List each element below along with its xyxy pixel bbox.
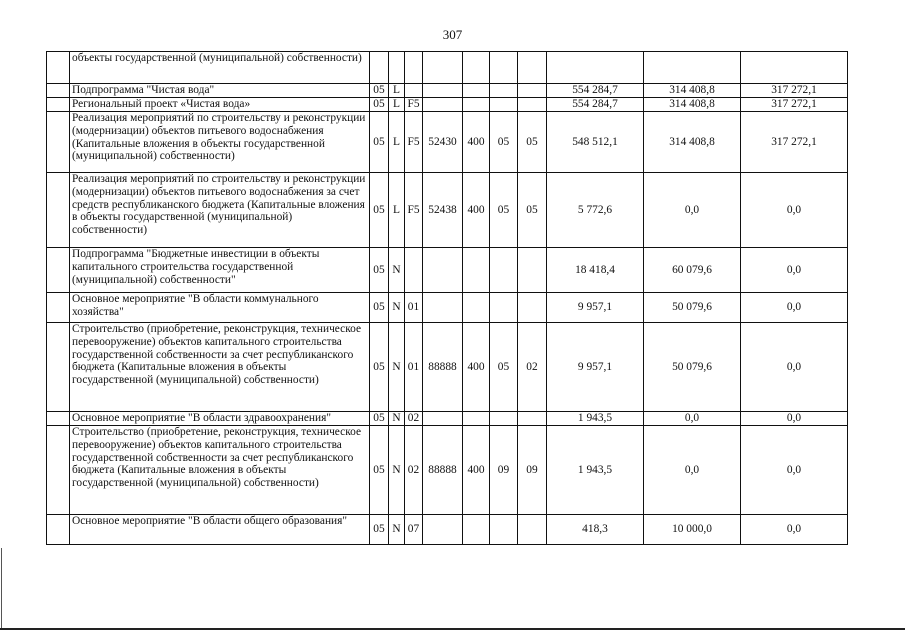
code-5 [463, 293, 490, 323]
value-2: 0,0 [644, 426, 741, 515]
code-1: 05 [370, 293, 389, 323]
value-1: 554 284,7 [547, 84, 644, 98]
value-1: 418,3 [547, 515, 644, 545]
value-1: 18 418,4 [547, 248, 644, 293]
code-5 [463, 515, 490, 545]
table-row [47, 173, 848, 248]
table-row [47, 293, 848, 323]
code-4: 88888 [423, 323, 463, 412]
code-5: 400 [463, 112, 490, 173]
code-2: N [389, 515, 405, 545]
spacer-cell [47, 84, 70, 98]
code-5 [463, 248, 490, 293]
code-4 [423, 412, 463, 426]
value-1: 9 957,1 [547, 293, 644, 323]
code-3 [405, 84, 423, 98]
code-4 [423, 293, 463, 323]
code-4 [423, 515, 463, 545]
value-2: 10 000,0 [644, 515, 741, 545]
code-4: 52438 [423, 173, 463, 248]
scan-edge-mark [1, 548, 2, 628]
code-3: 01 [405, 323, 423, 412]
table-row [47, 248, 848, 293]
code-7 [518, 52, 547, 84]
value-1: 1 943,5 [547, 412, 644, 426]
code-4 [423, 52, 463, 84]
value-1: 9 957,1 [547, 323, 644, 412]
spacer-cell [47, 426, 70, 515]
code-6: 05 [490, 173, 518, 248]
value-2: 314 408,8 [644, 98, 741, 112]
value-3: 0,0 [741, 412, 848, 426]
spacer-cell [47, 52, 70, 84]
code-2: N [389, 412, 405, 426]
value-3: 317 272,1 [741, 112, 848, 173]
code-3: 01 [405, 293, 423, 323]
spacer-cell [47, 323, 70, 412]
code-1: 05 [370, 84, 389, 98]
code-6 [490, 293, 518, 323]
value-2: 60 079,6 [644, 248, 741, 293]
value-1: 1 943,5 [547, 426, 644, 515]
page-bottom-rule [0, 628, 905, 630]
item-name: Реализация мероприятий по строительству и реконструкции (модернизации) объектов питьевого водоснабжения за счет средств республиканского бюджета (Капитальные вложения в объекты государственной (муниципальной) собственности) [70, 173, 370, 248]
budget-table [46, 51, 848, 545]
code-7 [518, 515, 547, 545]
code-1: 05 [370, 323, 389, 412]
code-3: F5 [405, 112, 423, 173]
code-2 [389, 52, 405, 84]
code-1: 05 [370, 112, 389, 173]
code-2: N [389, 248, 405, 293]
code-3: 02 [405, 412, 423, 426]
code-6 [490, 52, 518, 84]
table-row [47, 426, 848, 515]
code-2: L [389, 112, 405, 173]
code-6: 05 [490, 323, 518, 412]
value-3: 0,0 [741, 323, 848, 412]
value-3: 0,0 [741, 293, 848, 323]
code-1: 05 [370, 248, 389, 293]
code-7: 05 [518, 112, 547, 173]
value-3: 0,0 [741, 426, 848, 515]
code-1: 05 [370, 173, 389, 248]
value-2: 50 079,6 [644, 323, 741, 412]
value-2: 314 408,8 [644, 112, 741, 173]
code-7 [518, 84, 547, 98]
table-row [47, 323, 848, 412]
code-7: 05 [518, 173, 547, 248]
table-row [47, 52, 848, 84]
item-name: Реализация мероприятий по строительству и реконструкции (модернизации) объектов питьевого водоснабжения (Капитальные вложения в объекты государственной (муниципальной) собственности) [70, 112, 370, 173]
code-2: N [389, 426, 405, 515]
value-2: 314 408,8 [644, 84, 741, 98]
code-2: N [389, 323, 405, 412]
code-2: N [389, 293, 405, 323]
table-row [47, 515, 848, 545]
item-name: Региональный проект «Чистая вода» [70, 98, 370, 112]
page-number: 307 [442, 27, 463, 42]
code-6: 09 [490, 426, 518, 515]
code-5 [463, 412, 490, 426]
code-4 [423, 98, 463, 112]
code-3: 02 [405, 426, 423, 515]
code-2: L [389, 84, 405, 98]
value-3: 317 272,1 [741, 84, 848, 98]
value-2: 0,0 [644, 412, 741, 426]
code-7 [518, 412, 547, 426]
code-7: 09 [518, 426, 547, 515]
value-3: 317 272,1 [741, 98, 848, 112]
code-4 [423, 248, 463, 293]
code-2: L [389, 173, 405, 248]
table-body [47, 52, 848, 545]
code-5: 400 [463, 173, 490, 248]
code-5 [463, 98, 490, 112]
value-3: 0,0 [741, 515, 848, 545]
item-name: Основное мероприятие "В области коммунального хозяйства" [70, 293, 370, 323]
code-7 [518, 98, 547, 112]
code-4: 52430 [423, 112, 463, 173]
code-4 [423, 84, 463, 98]
table-row [47, 412, 848, 426]
code-7 [518, 248, 547, 293]
code-1: 05 [370, 98, 389, 112]
code-1 [370, 52, 389, 84]
spacer-cell [47, 293, 70, 323]
code-3: 07 [405, 515, 423, 545]
item-name: Подпрограмма "Чистая вода" [70, 84, 370, 98]
value-1: 554 284,7 [547, 98, 644, 112]
spacer-cell [47, 248, 70, 293]
spacer-cell [47, 173, 70, 248]
code-6 [490, 84, 518, 98]
code-1: 05 [370, 515, 389, 545]
code-4: 88888 [423, 426, 463, 515]
item-name: Строительство (приобретение, реконструкция, техническое перевооружение) объектов капитального строительства государственной собственности за счет республиканского бюджета (Капитальные вложения в объекты государственной (муниципальной) собственности) [70, 426, 370, 515]
code-7 [518, 293, 547, 323]
code-1: 05 [370, 412, 389, 426]
value-2: 50 079,6 [644, 293, 741, 323]
code-2: L [389, 98, 405, 112]
table-row [47, 98, 848, 112]
code-6 [490, 412, 518, 426]
code-5: 400 [463, 323, 490, 412]
value-3: 0,0 [741, 173, 848, 248]
value-2: 0,0 [644, 173, 741, 248]
item-name: Основное мероприятие "В области общего образования" [70, 515, 370, 545]
value-1: 548 512,1 [547, 112, 644, 173]
spacer-cell [47, 515, 70, 545]
code-5 [463, 52, 490, 84]
value-1: 5 772,6 [547, 173, 644, 248]
spacer-cell [47, 98, 70, 112]
code-3 [405, 52, 423, 84]
code-6 [490, 98, 518, 112]
code-5: 400 [463, 426, 490, 515]
item-name: Основное мероприятие "В области здравоохранения" [70, 412, 370, 426]
code-6 [490, 515, 518, 545]
spacer-cell [47, 412, 70, 426]
code-6 [490, 248, 518, 293]
code-7: 02 [518, 323, 547, 412]
code-3: F5 [405, 173, 423, 248]
value-1 [547, 52, 644, 84]
code-3 [405, 248, 423, 293]
code-5 [463, 84, 490, 98]
item-name: Строительство (приобретение, реконструкция, техническое перевооружение) объектов капитального строительства государственной собственности за счет республиканского бюджета (Капитальные вложения в объекты государственной (муниципальной) собственности) [70, 323, 370, 412]
value-2 [644, 52, 741, 84]
table-row [47, 112, 848, 173]
code-3: F5 [405, 98, 423, 112]
spacer-cell [47, 112, 70, 173]
code-6: 05 [490, 112, 518, 173]
item-name: Подпрограмма "Бюджетные инвестиции в объекты капитального строительства государственной (муниципальной) собственности" [70, 248, 370, 293]
code-1: 05 [370, 426, 389, 515]
item-name: объекты государственной (муниципальной) собственности) [70, 52, 370, 84]
value-3: 0,0 [741, 248, 848, 293]
table-row [47, 84, 848, 98]
value-3 [741, 52, 848, 84]
